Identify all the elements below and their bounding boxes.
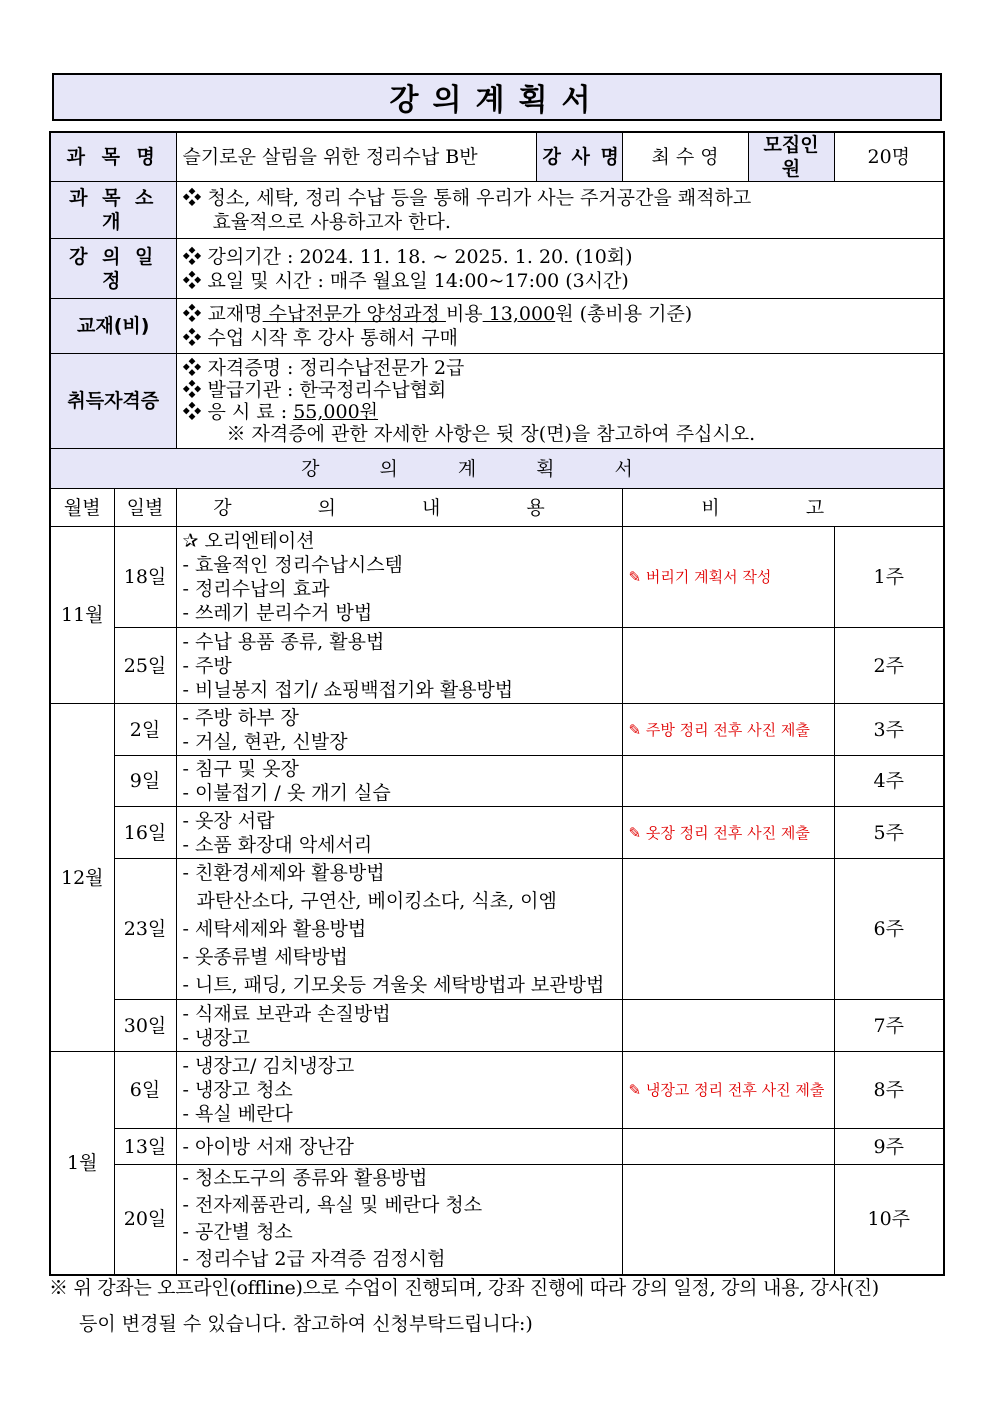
content-line: - 침구 및 옷장 — [182, 758, 299, 780]
content-line: - 소품 화장대 악세서리 — [182, 833, 373, 856]
intro-text — [176, 182, 944, 239]
capacity-label: 모집인원 — [748, 132, 834, 182]
day-cell: 2일 — [114, 704, 176, 756]
content-line: - 아이방 서재 장난감 — [182, 1135, 354, 1158]
content-cell — [176, 807, 622, 859]
instructor-label: 강 사 명 — [536, 132, 622, 182]
col-day: 일별 — [114, 489, 176, 527]
remark-note: ✎ 버리기 계획서 작성 — [622, 527, 834, 628]
content-line: - 청소도구의 종류와 활용방법 — [182, 1167, 428, 1190]
month-cell: 1월 — [50, 1052, 114, 1275]
content-line: - 옷장 서랍 — [182, 809, 275, 832]
content-line: ✰ 오리엔테이션 — [182, 530, 315, 552]
content-cell — [176, 527, 622, 628]
textbook-text — [176, 299, 944, 354]
week-cell: 2주 — [834, 628, 944, 704]
day-cell: 30일 — [114, 1000, 176, 1052]
content-line: - 주방 하부 장 — [182, 706, 299, 729]
remark-note: ✎ 냉장고 정리 전후 사진 제출 — [622, 1052, 834, 1129]
intro-line: 효율적으로 사용하고자 한다. — [212, 211, 451, 233]
intro-label: 과 목 소 개 — [50, 182, 176, 239]
week-cell: 1주 — [834, 527, 944, 628]
week-cell: 7주 — [834, 1000, 944, 1052]
content-cell — [176, 756, 622, 807]
col-content: 강 의 내 용 — [176, 489, 622, 527]
content-line: - 주방 — [182, 654, 232, 677]
content-line: - 냉장고 청소 — [182, 1079, 293, 1101]
schedule-time: ❖ 요일 및 시간 : 매주 월요일 14:00~17:00 (3시간) — [182, 269, 629, 292]
day-cell: 20일 — [114, 1165, 176, 1275]
capacity-value: 20명 — [834, 132, 944, 182]
schedule-label: 강 의 일 정 — [50, 239, 176, 299]
intro-line: ❖ 청소, 세탁, 정리 수납 등을 통해 우리가 사는 주거공간을 쾌적하고 — [182, 187, 752, 209]
footer-line: ※ 위 강좌는 오프라인(offline)으로 수업이 진행되며, 강좌 진행에 따라 강의 일정, 강의 내용, 강사(진) — [49, 1277, 879, 1299]
content-line: - 옷종류별 세탁방법 — [182, 946, 348, 968]
week-cell: 5주 — [834, 807, 944, 859]
content-cell — [176, 1000, 622, 1052]
content-line: - 이불접기 / 옷 개기 실습 — [182, 782, 391, 804]
content-cell — [176, 1052, 622, 1129]
remark-note — [622, 628, 834, 704]
week-cell: 8주 — [834, 1052, 944, 1129]
content-line: - 세탁세제와 활용방법 — [182, 918, 367, 940]
textbook-label: 교재(비) — [50, 299, 176, 354]
textbook-cost: 13,000 — [482, 303, 556, 325]
content-line: - 공간별 청소 — [182, 1221, 293, 1244]
remark-note — [622, 1165, 834, 1275]
day-cell: 16일 — [114, 807, 176, 859]
content-line: - 정리수납 2급 자격증 검정시험 — [182, 1248, 446, 1271]
remark-note — [622, 1000, 834, 1052]
cert-issuer: ❖ 발급기관 : 한국정리수납협회 — [182, 379, 447, 401]
content-cell — [176, 1165, 622, 1275]
schedule-text — [176, 239, 944, 299]
week-cell: 3주 — [834, 704, 944, 756]
content-cell — [176, 1129, 622, 1165]
day-cell: 18일 — [114, 527, 176, 628]
textbook-cost-unit: 원 (총비용 기준) — [555, 303, 693, 325]
subject-value: 슬기로운 살림을 위한 정리수납 B반 — [176, 132, 536, 182]
content-line: - 거실, 현관, 신발장 — [182, 730, 348, 753]
content-line: 과탄산소다, 구연산, 베이킹소다, 식초, 이엠 — [196, 890, 557, 912]
cert-name: ❖ 자격증명 : 정리수납전문가 2급 — [182, 357, 465, 379]
remark-note: ✎ 옷장 정리 전후 사진 제출 — [622, 807, 834, 859]
cert-fee-value: 55,000원 — [293, 401, 379, 423]
remark-note — [622, 756, 834, 807]
col-remark: 비 고 — [622, 489, 944, 527]
remark-note — [622, 859, 834, 1000]
content-line: - 냉장고/ 김치냉장고 — [182, 1055, 355, 1077]
day-cell: 9일 — [114, 756, 176, 807]
content-line: - 니트, 패딩, 기모옷등 겨울옷 세탁방법과 보관방법 — [182, 974, 605, 996]
plan-section-title: 강의계획서 — [50, 449, 944, 489]
textbook-name-label: ❖ 교재명 — [182, 303, 263, 325]
week-cell: 4주 — [834, 756, 944, 807]
day-cell: 25일 — [114, 628, 176, 704]
content-line: - 친환경세제와 활용방법 — [182, 862, 385, 884]
cert-note: ※ 자격증에 관한 자세한 사항은 뒷 장(면)을 참고하여 주십시오. — [226, 423, 756, 445]
content-cell — [176, 859, 622, 1000]
day-cell: 13일 — [114, 1129, 176, 1165]
cert-fee — [183, 401, 938, 423]
cert-fee-label: ❖ 응 시 료 : — [182, 401, 294, 423]
content-cell — [176, 628, 622, 704]
subject-label: 과 목 명 — [50, 132, 176, 182]
month-cell: 11월 — [50, 527, 114, 704]
day-cell: 6일 — [114, 1052, 176, 1129]
content-line: - 전자제품관리, 욕실 및 베란다 청소 — [182, 1194, 483, 1217]
schedule-period: ❖ 강의기간 : 2024. 11. 18. ~ 2025. 1. 20. (10회) — [182, 245, 633, 268]
content-cell — [176, 704, 622, 756]
content-line: - 쓰레기 분리수거 방법 — [182, 602, 373, 624]
instructor-value: 최 수 영 — [622, 132, 748, 182]
textbook-name: 수납전문가 양성과정 — [262, 303, 446, 325]
col-month: 월별 — [50, 489, 114, 527]
textbook-cost-label: 비용 — [445, 303, 483, 325]
remark-note: ✎ 주방 정리 전후 사진 제출 — [622, 704, 834, 756]
content-line: - 식재료 보관과 손질방법 — [182, 1002, 391, 1025]
content-line: - 비닐봉지 접기/ 쇼핑백접기와 활용방법 — [182, 678, 514, 701]
content-line: - 욕실 베란다 — [182, 1103, 293, 1125]
content-line: - 효율적인 정리수납시스템 — [182, 554, 403, 576]
week-cell: 9주 — [834, 1129, 944, 1165]
content-line: - 수납 용품 종류, 활용법 — [182, 630, 385, 653]
textbook-purchase: ❖ 수업 시작 후 강사 통해서 구매 — [182, 327, 459, 349]
month-cell: 12월 — [50, 704, 114, 1052]
week-cell: 6주 — [834, 859, 944, 1000]
footer-notice — [49, 1270, 949, 1342]
cert-label: 취득자격증 — [50, 354, 176, 449]
day-cell: 23일 — [114, 859, 176, 1000]
week-cell: 10주 — [834, 1165, 944, 1275]
document-title: 강의계획서 — [52, 73, 942, 121]
content-line: - 냉장고 — [182, 1026, 251, 1049]
course-plan-table — [49, 131, 945, 1276]
cert-text — [176, 354, 944, 449]
textbook-line — [183, 302, 938, 326]
footer-line: 등이 변경될 수 있습니다. 참고하여 신청부탁드립니다:) — [79, 1313, 533, 1335]
remark-note — [622, 1129, 834, 1165]
content-line: - 정리수납의 효과 — [182, 578, 330, 600]
